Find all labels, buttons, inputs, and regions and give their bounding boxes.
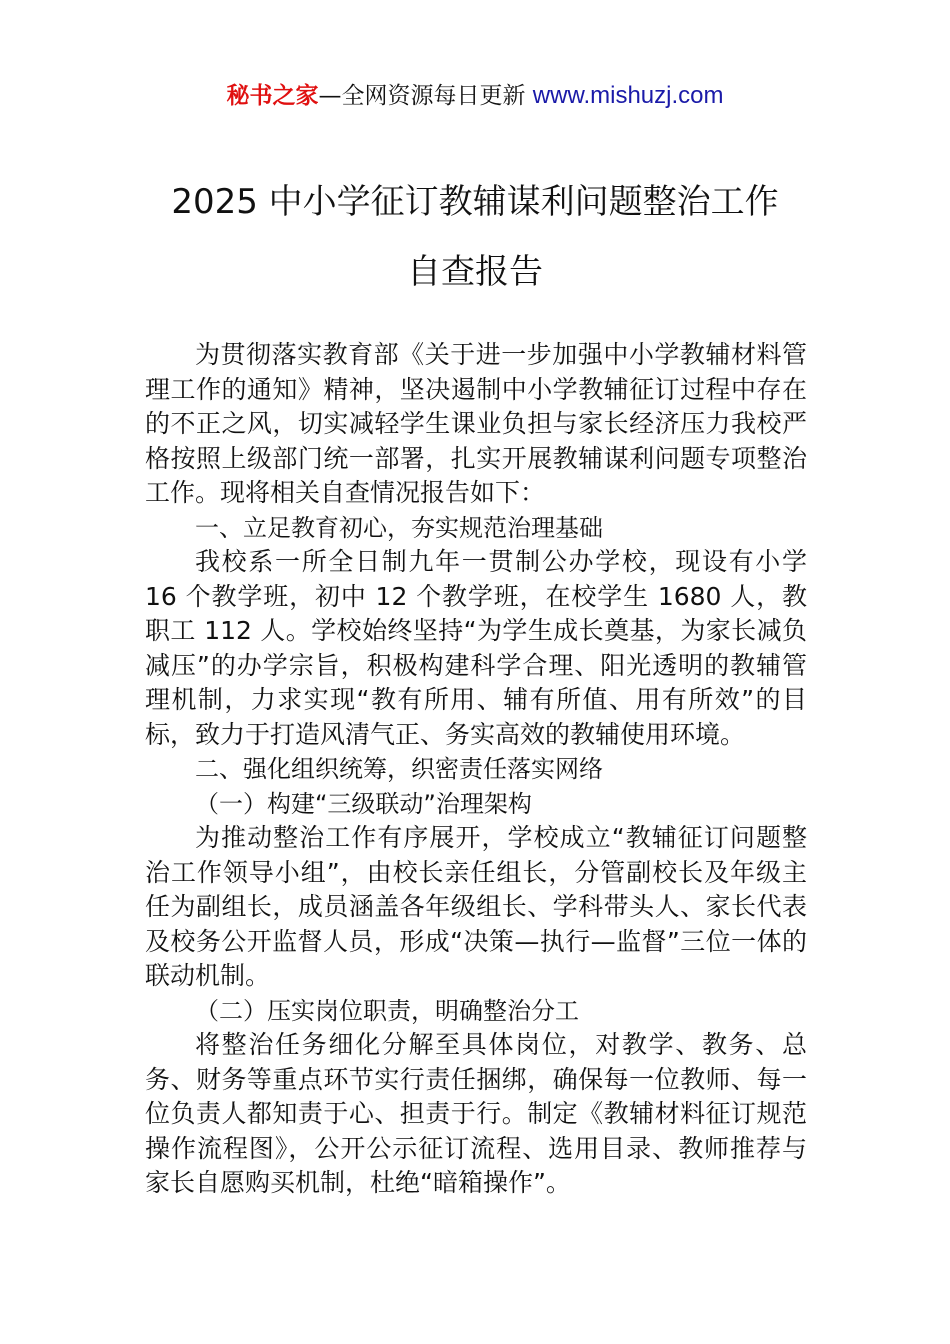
body-paragraph: 将整治任务细化分解至具体岗位，对教学、教务、总务、财务等重点环节实行责任捆绑，确保每一位教师、每一位负责人都知责于心、担责于行。制定《教辅材料征订规范操作流程图》，公开公示征订流程、选用目录、教师推荐与家长自愿购买机制，杜绝“暗箱操作”。 bbox=[145, 1030, 807, 1197]
section-heading-1: 一、立足教育初心，夯实规范治理基础 bbox=[195, 513, 603, 542]
site-header bbox=[0, 80, 950, 112]
intro-paragraph: 为贯彻落实教育部《关于进一步加强中小学教辅材料管理工作的通知》精神，坚决遏制中小学教辅征订过程中存在的不正之风，切实减轻学生课业负担与家长经济压力我校严格按照上级部门统一部署，扎实开展教辅谋利问题专项整治工作。现将相关自查情况报告如下： bbox=[145, 340, 807, 507]
section-heading-2: 二、强化组织统筹，织密责任落实网络 bbox=[195, 755, 603, 783]
brand-name: 秘书之家 bbox=[226, 83, 319, 109]
body-paragraph: 为推动整治工作有序展开，学校成立“教辅征订问题整治工作领导小组”，由校长亲任组长，分管副校长及年级主任为副组长，成员涵盖各年级组长、学科带头人、家长代表及校务公开监督人员，形成“决策—执行—监督”三位一体的联动机制。 bbox=[145, 823, 807, 990]
subsection-heading-2: （二）压实岗位职责，明确整治分工 bbox=[195, 996, 579, 1025]
subsection-heading-1: （一）构建“三级联动”治理架构 bbox=[195, 789, 532, 818]
document-title-line-2: 自查报告 bbox=[407, 252, 543, 292]
body-paragraph: 我校系一所全日制九年一贯制公办学校，现设有小学 16 个教学班，初中 12 个教学班，在校学生 1680 人，教职工 112 人。学校始终坚持“为学生成长奠基，为家长减负减压”的办学宗旨，积极构建科学合理、阳光透明的教辅管理机制，力求实现“教有所用、辅有所值、用有所效”的目标，致力于打造风清气正、务实高效的教辅使用环境。 bbox=[145, 547, 807, 749]
document-title-line-1: 2025 中小学征订教辅谋利问题整治工作 bbox=[171, 182, 779, 222]
header-tagline: —全网资源每日更新 bbox=[318, 83, 533, 109]
site-url-link[interactable]: www.mishuzj.com bbox=[532, 82, 724, 109]
document-body bbox=[145, 338, 807, 1201]
